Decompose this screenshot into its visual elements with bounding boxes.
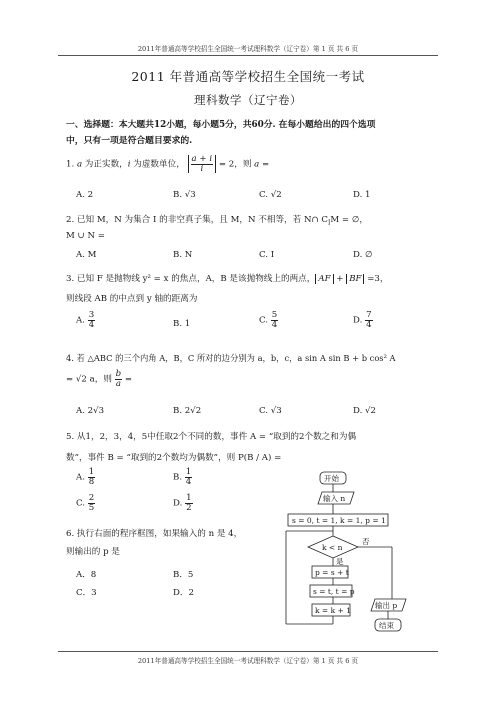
q6-option-d: D．2 — [173, 588, 194, 598]
exam-title: 2011 年普通高等学校招生全国统一考试 — [131, 69, 365, 84]
q5-option-d-frac — [185, 494, 192, 512]
q5-option-b-frac — [185, 468, 192, 486]
q3-d-den: 4 — [366, 319, 372, 330]
q4-option-d: D. √2 — [353, 406, 376, 416]
q3-option-a — [76, 311, 95, 329]
q3-option-a-frac — [88, 311, 95, 329]
q1-var-i: i — [127, 159, 131, 170]
question-6-line2: 则输出的 p 是 — [66, 547, 120, 557]
question-4-line1: 4. 若 △ABC 的三个内角 A，B，C 所对的边分别为 a，b，c，a sin A sin B + b cos² A — [66, 353, 396, 363]
q1-var-a2: a — [254, 159, 260, 170]
q5-option-d-label: D. — [173, 498, 183, 509]
q3-option-a-label: A. — [76, 315, 85, 326]
q3-d-num: 7 — [366, 310, 372, 320]
q5-option-c — [76, 494, 95, 512]
q3-option-b: B. 1 — [173, 319, 191, 329]
question-1 — [66, 155, 269, 173]
q1-abs — [188, 155, 217, 173]
q3-option-d-label: D. — [353, 315, 363, 326]
q2-text-1b: M = ∅， — [330, 215, 368, 225]
q3-a-num: 3 — [88, 310, 95, 320]
q2-option-d: D. ∅ — [353, 250, 373, 260]
q3-text-1: 3. 已知 F 是抛物线 y² = x 的焦点，A，B 是该抛物线上的两点， — [66, 274, 316, 284]
q3-option-d — [353, 311, 373, 329]
question-3-line1 — [66, 272, 388, 284]
q5-c-num: 2 — [88, 493, 95, 503]
section-heading-line2: 中，只有一项是符合题目要求的. — [66, 136, 193, 146]
question-2-line1 — [66, 213, 368, 227]
fc-init-text: s = 0, t = 1, k = 1, p = 1 — [292, 516, 386, 525]
question-2-line2: M ∪ N = — [66, 231, 105, 241]
q5-d-num: 1 — [186, 493, 192, 503]
q1-text-2: 为虚数单位， — [130, 159, 185, 170]
fc-output-text: 输出 p — [375, 601, 398, 610]
q2-option-a: A. M — [76, 250, 97, 260]
question-5-line1: 5. 从1，2，3，4，5中任取2个不同的数，事件 A = “取到的2个数之和为偶 — [66, 432, 357, 442]
q6-option-b: B．5 — [173, 570, 194, 580]
q3-option-c — [259, 311, 278, 329]
exam-subtitle: 理科数学（辽宁卷） — [194, 93, 302, 107]
q5-a-num: 1 — [88, 467, 95, 477]
q4-frac-den: a — [115, 378, 121, 389]
q6-option-a: A．8 — [76, 570, 97, 580]
q3-c-den: 4 — [271, 319, 278, 330]
q1-frac-numerator: a + i — [191, 154, 213, 164]
q1-eq: = 2，则 — [216, 159, 255, 170]
q2-option-c: C. I — [259, 250, 275, 260]
fc-end-text: 结束 — [379, 621, 394, 630]
q2-text-1: 2. 已知 M，N 为集合 I 的非空真子集，且 M，N 不相等，若 N∩ C — [66, 215, 328, 225]
q5-b-num: 1 — [185, 467, 192, 477]
q3-eq: =3， — [364, 274, 389, 284]
flowchart — [280, 468, 420, 638]
q4-option-b: B. 2√2 — [173, 406, 202, 416]
q4-text-2a: = √2 a，则 — [66, 374, 112, 385]
q1-fraction — [191, 155, 214, 173]
q3-abs-bf: BF — [346, 274, 364, 284]
q4-text-2b: = — [122, 374, 133, 385]
q1-option-d: D. 1 — [353, 190, 371, 200]
q3-option-c-label: C. — [259, 315, 269, 326]
q3-a-den: 4 — [88, 319, 95, 330]
q3-option-c-frac — [271, 311, 278, 329]
q5-option-b — [173, 468, 192, 486]
q5-b-den: 4 — [185, 476, 192, 487]
q6-option-c: C．3 — [76, 588, 97, 598]
q5-option-a-label: A. — [76, 472, 85, 483]
fc-cond-text: k < n — [322, 543, 343, 552]
question-4-line2 — [66, 370, 132, 388]
question-5-line2: 数”，事件 B = “取到的2个数均为偶数”，则 P(B / A) = — [66, 453, 282, 463]
question-3-line2: 则线段 AB 的中点到 y 轴的距离为 — [66, 294, 198, 304]
fc-step3-text: k = k + 1 — [315, 606, 351, 615]
q1-text-1: 为正实数， — [82, 159, 128, 170]
q1-option-b: B. √3 — [173, 190, 196, 200]
q3-option-d-frac — [365, 311, 372, 329]
q5-option-d — [173, 494, 193, 512]
fc-step2-text: s = t, t = p — [313, 587, 355, 596]
question-6-line1: 6. 执行右面的程序框图，如果输入的 n 是 4， — [66, 529, 243, 539]
fc-input-text: 输入 n — [323, 494, 346, 503]
header-rule — [58, 55, 438, 56]
q5-option-a-frac — [88, 468, 95, 486]
q1-frac-denominator: i — [200, 163, 204, 174]
q3-abs-af: AF — [315, 274, 333, 284]
fc-yes-label: 是 — [336, 557, 344, 566]
fc-no-label: 否 — [362, 537, 370, 546]
q1-option-a: A. 2 — [76, 190, 94, 200]
q5-option-c-frac — [88, 494, 95, 512]
q5-option-a — [76, 468, 95, 486]
section-heading-line1: 一、选择题：本大题共12小题，每小题5分，共60分. 在每小题给出的四个选项 — [66, 120, 376, 130]
page-footer: 2011年普通高等学校招生全国统一考试理科数学（辽宁卷）第 1 页 共 6 页 — [137, 657, 359, 665]
q1-tail: = — [259, 159, 270, 170]
q3-plus: + — [333, 274, 347, 284]
q5-d-den: 2 — [186, 502, 192, 513]
q5-a-den: 8 — [88, 476, 95, 487]
fc-step1-text: p = s + t — [315, 568, 349, 577]
q5-option-b-label: B. — [173, 472, 183, 483]
q1-option-c: C. √2 — [259, 190, 282, 200]
q2-subscript: I — [328, 219, 331, 227]
q5-option-c-label: C. — [76, 498, 86, 509]
page-header: 2011年普通高等学校招生全国统一考试理科数学（辽宁卷）第 1 页 共 6 页 — [137, 45, 359, 53]
fc-start-text: 开始 — [324, 474, 339, 483]
footer-rule — [58, 651, 438, 652]
q4-option-c: C. √3 — [259, 406, 282, 416]
q1-var-a: a — [76, 159, 83, 170]
q4-option-a: A. 2√3 — [76, 406, 105, 416]
q3-c-num: 5 — [271, 310, 278, 320]
q1-number: 1. — [66, 159, 75, 170]
q5-c-den: 5 — [88, 502, 95, 513]
q4-frac-num: b — [115, 369, 122, 379]
q2-option-b: B. N — [173, 250, 193, 260]
